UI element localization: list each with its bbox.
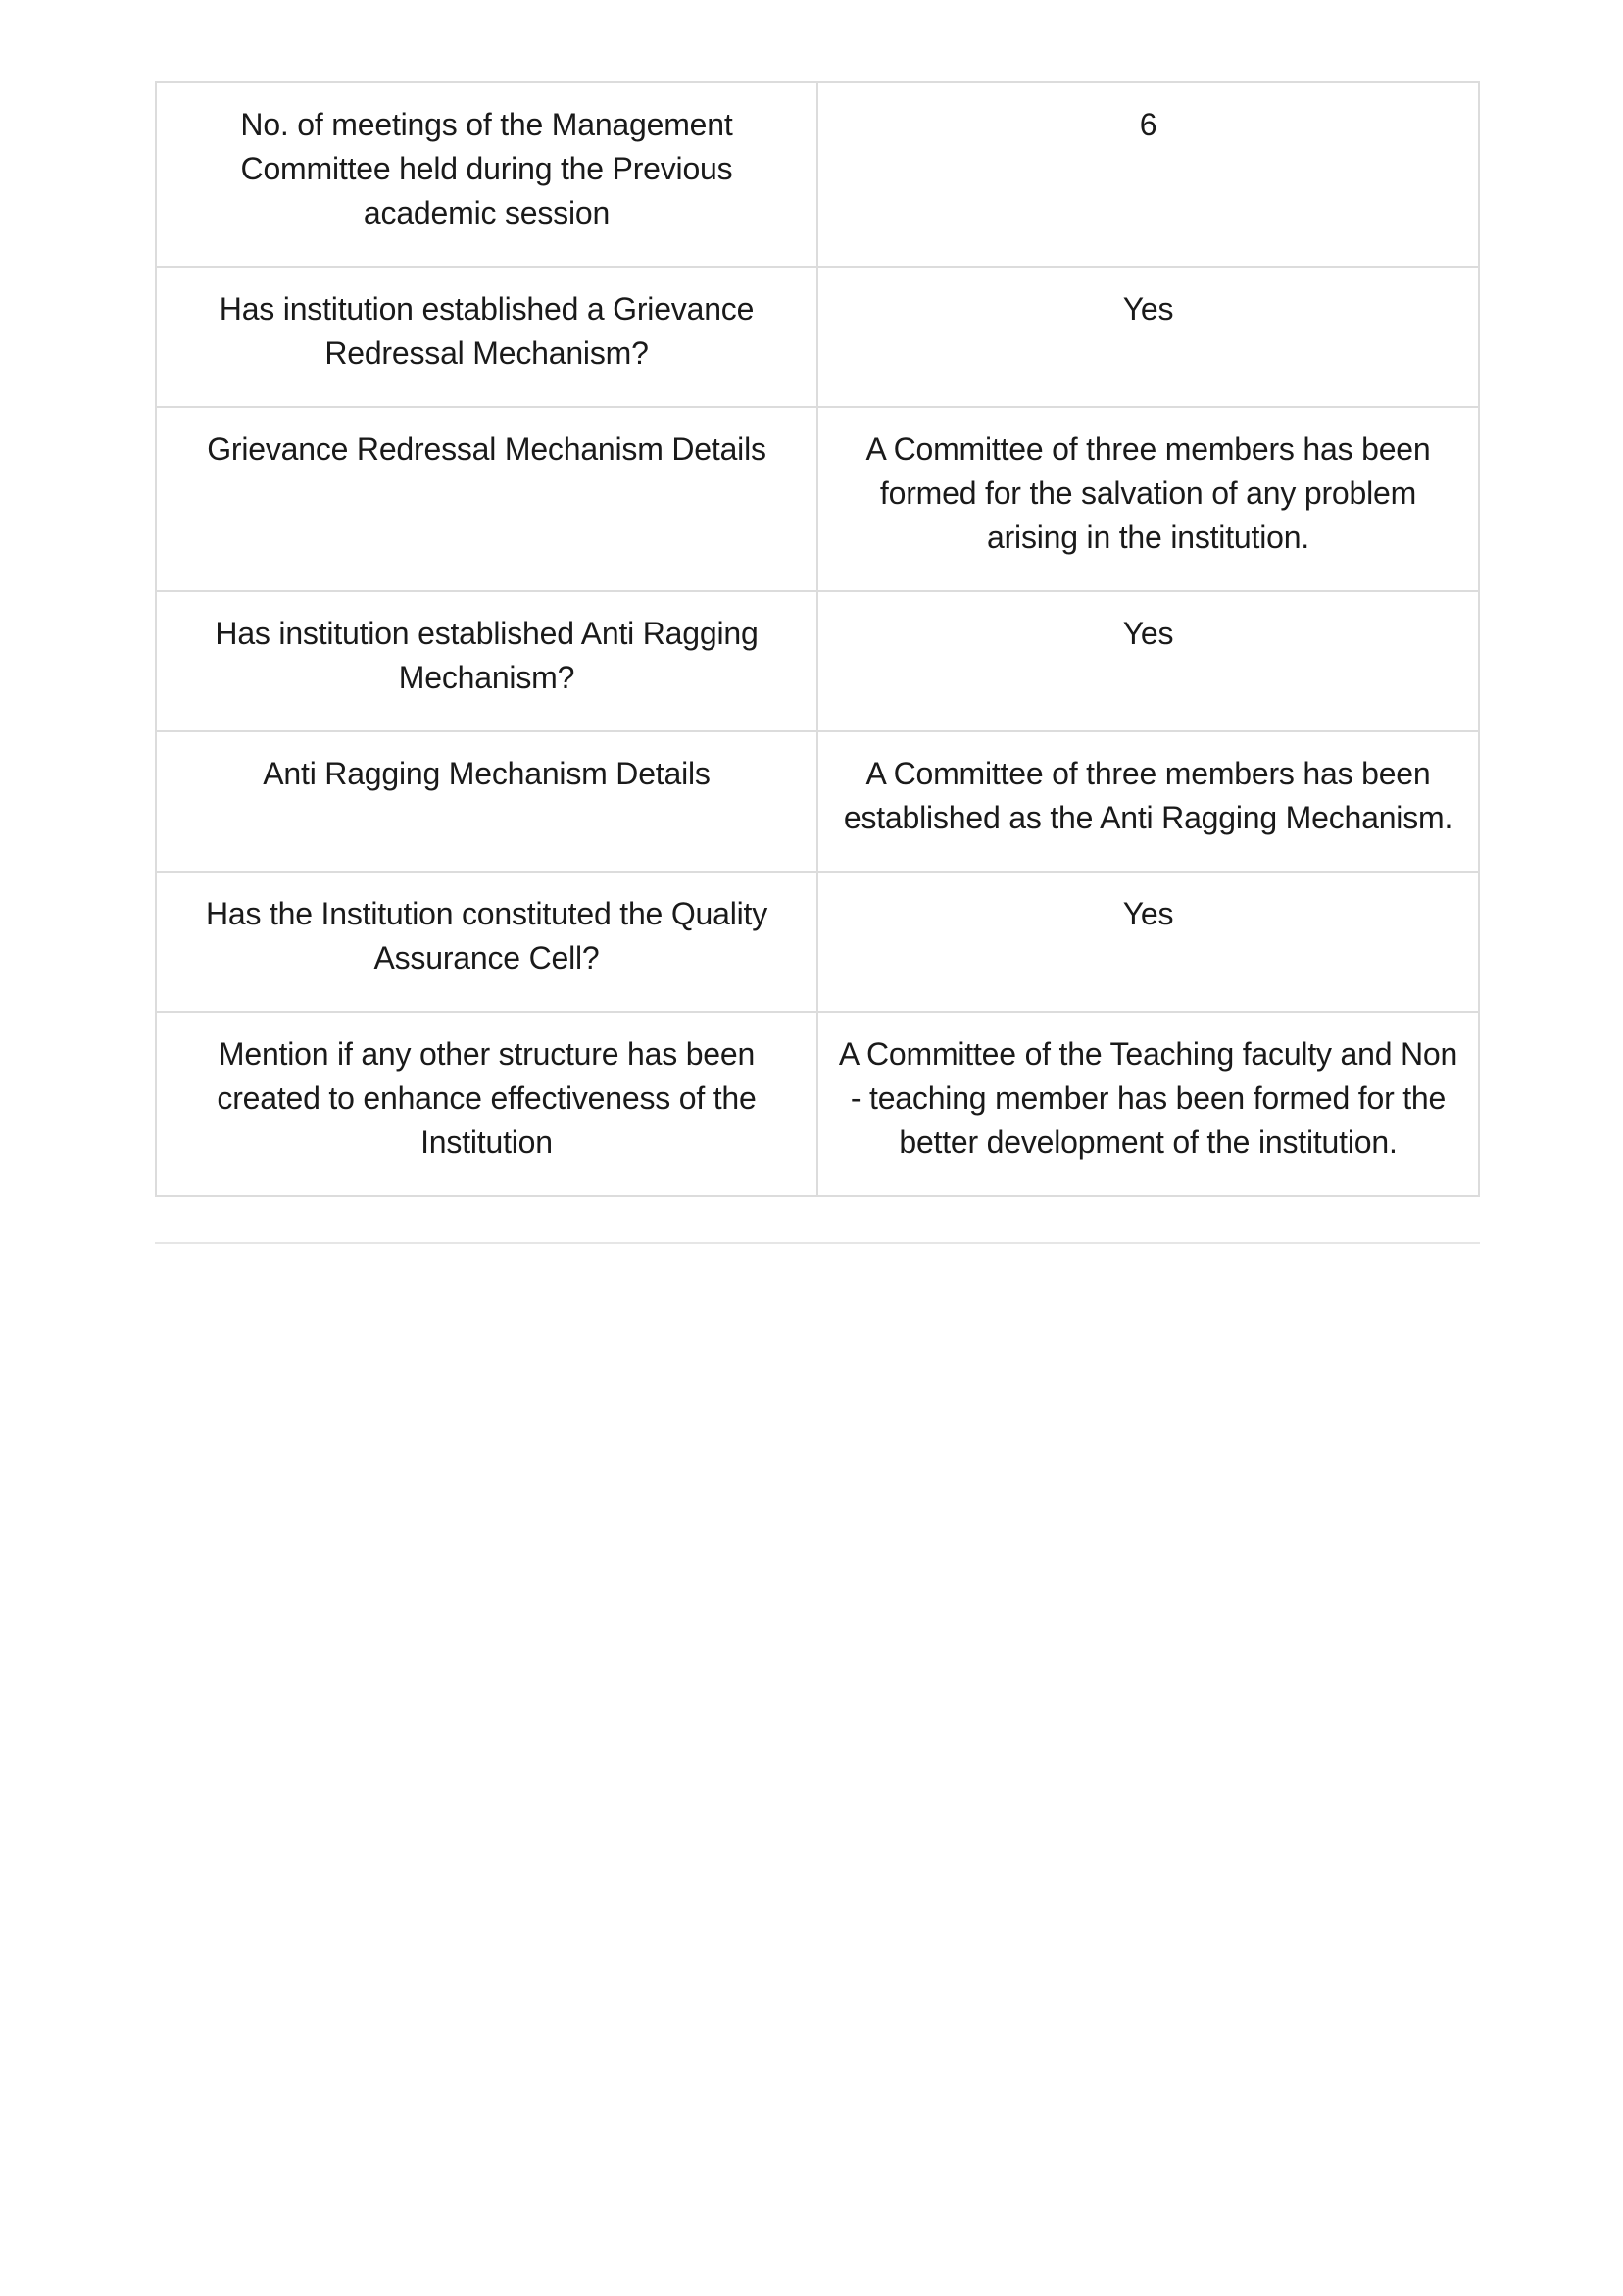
details-table <box>155 81 1480 1197</box>
table-row <box>156 731 1479 872</box>
row-value: Yes <box>817 591 1479 731</box>
row-label: Mention if any other structure has been created to enhance effectiveness of the Institution <box>156 1012 817 1196</box>
table-row <box>156 1012 1479 1196</box>
row-value: Yes <box>817 872 1479 1012</box>
row-value: A Committee of three members has been formed for the salvation of any problem arising in the institution. <box>817 407 1479 591</box>
table-row <box>156 407 1479 591</box>
footer-divider <box>155 1242 1480 1244</box>
row-label: No. of meetings of the Management Committee held during the Previous academic session <box>156 82 817 267</box>
row-value: 6 <box>817 82 1479 267</box>
row-label: Has institution established Anti Ragging Mechanism? <box>156 591 817 731</box>
table-row <box>156 872 1479 1012</box>
row-value: A Committee of the Teaching faculty and Non - teaching member has been formed for the better development of the institution. <box>817 1012 1479 1196</box>
row-label: Has institution established a Grievance Redressal Mechanism? <box>156 267 817 407</box>
row-label: Anti Ragging Mechanism Details <box>156 731 817 872</box>
table-row <box>156 82 1479 267</box>
table-row <box>156 267 1479 407</box>
row-value: Yes <box>817 267 1479 407</box>
row-value: A Committee of three members has been established as the Anti Ragging Mechanism. <box>817 731 1479 872</box>
row-label: Has the Institution constituted the Quality Assurance Cell? <box>156 872 817 1012</box>
row-label: Grievance Redressal Mechanism Details <box>156 407 817 591</box>
table-row <box>156 591 1479 731</box>
